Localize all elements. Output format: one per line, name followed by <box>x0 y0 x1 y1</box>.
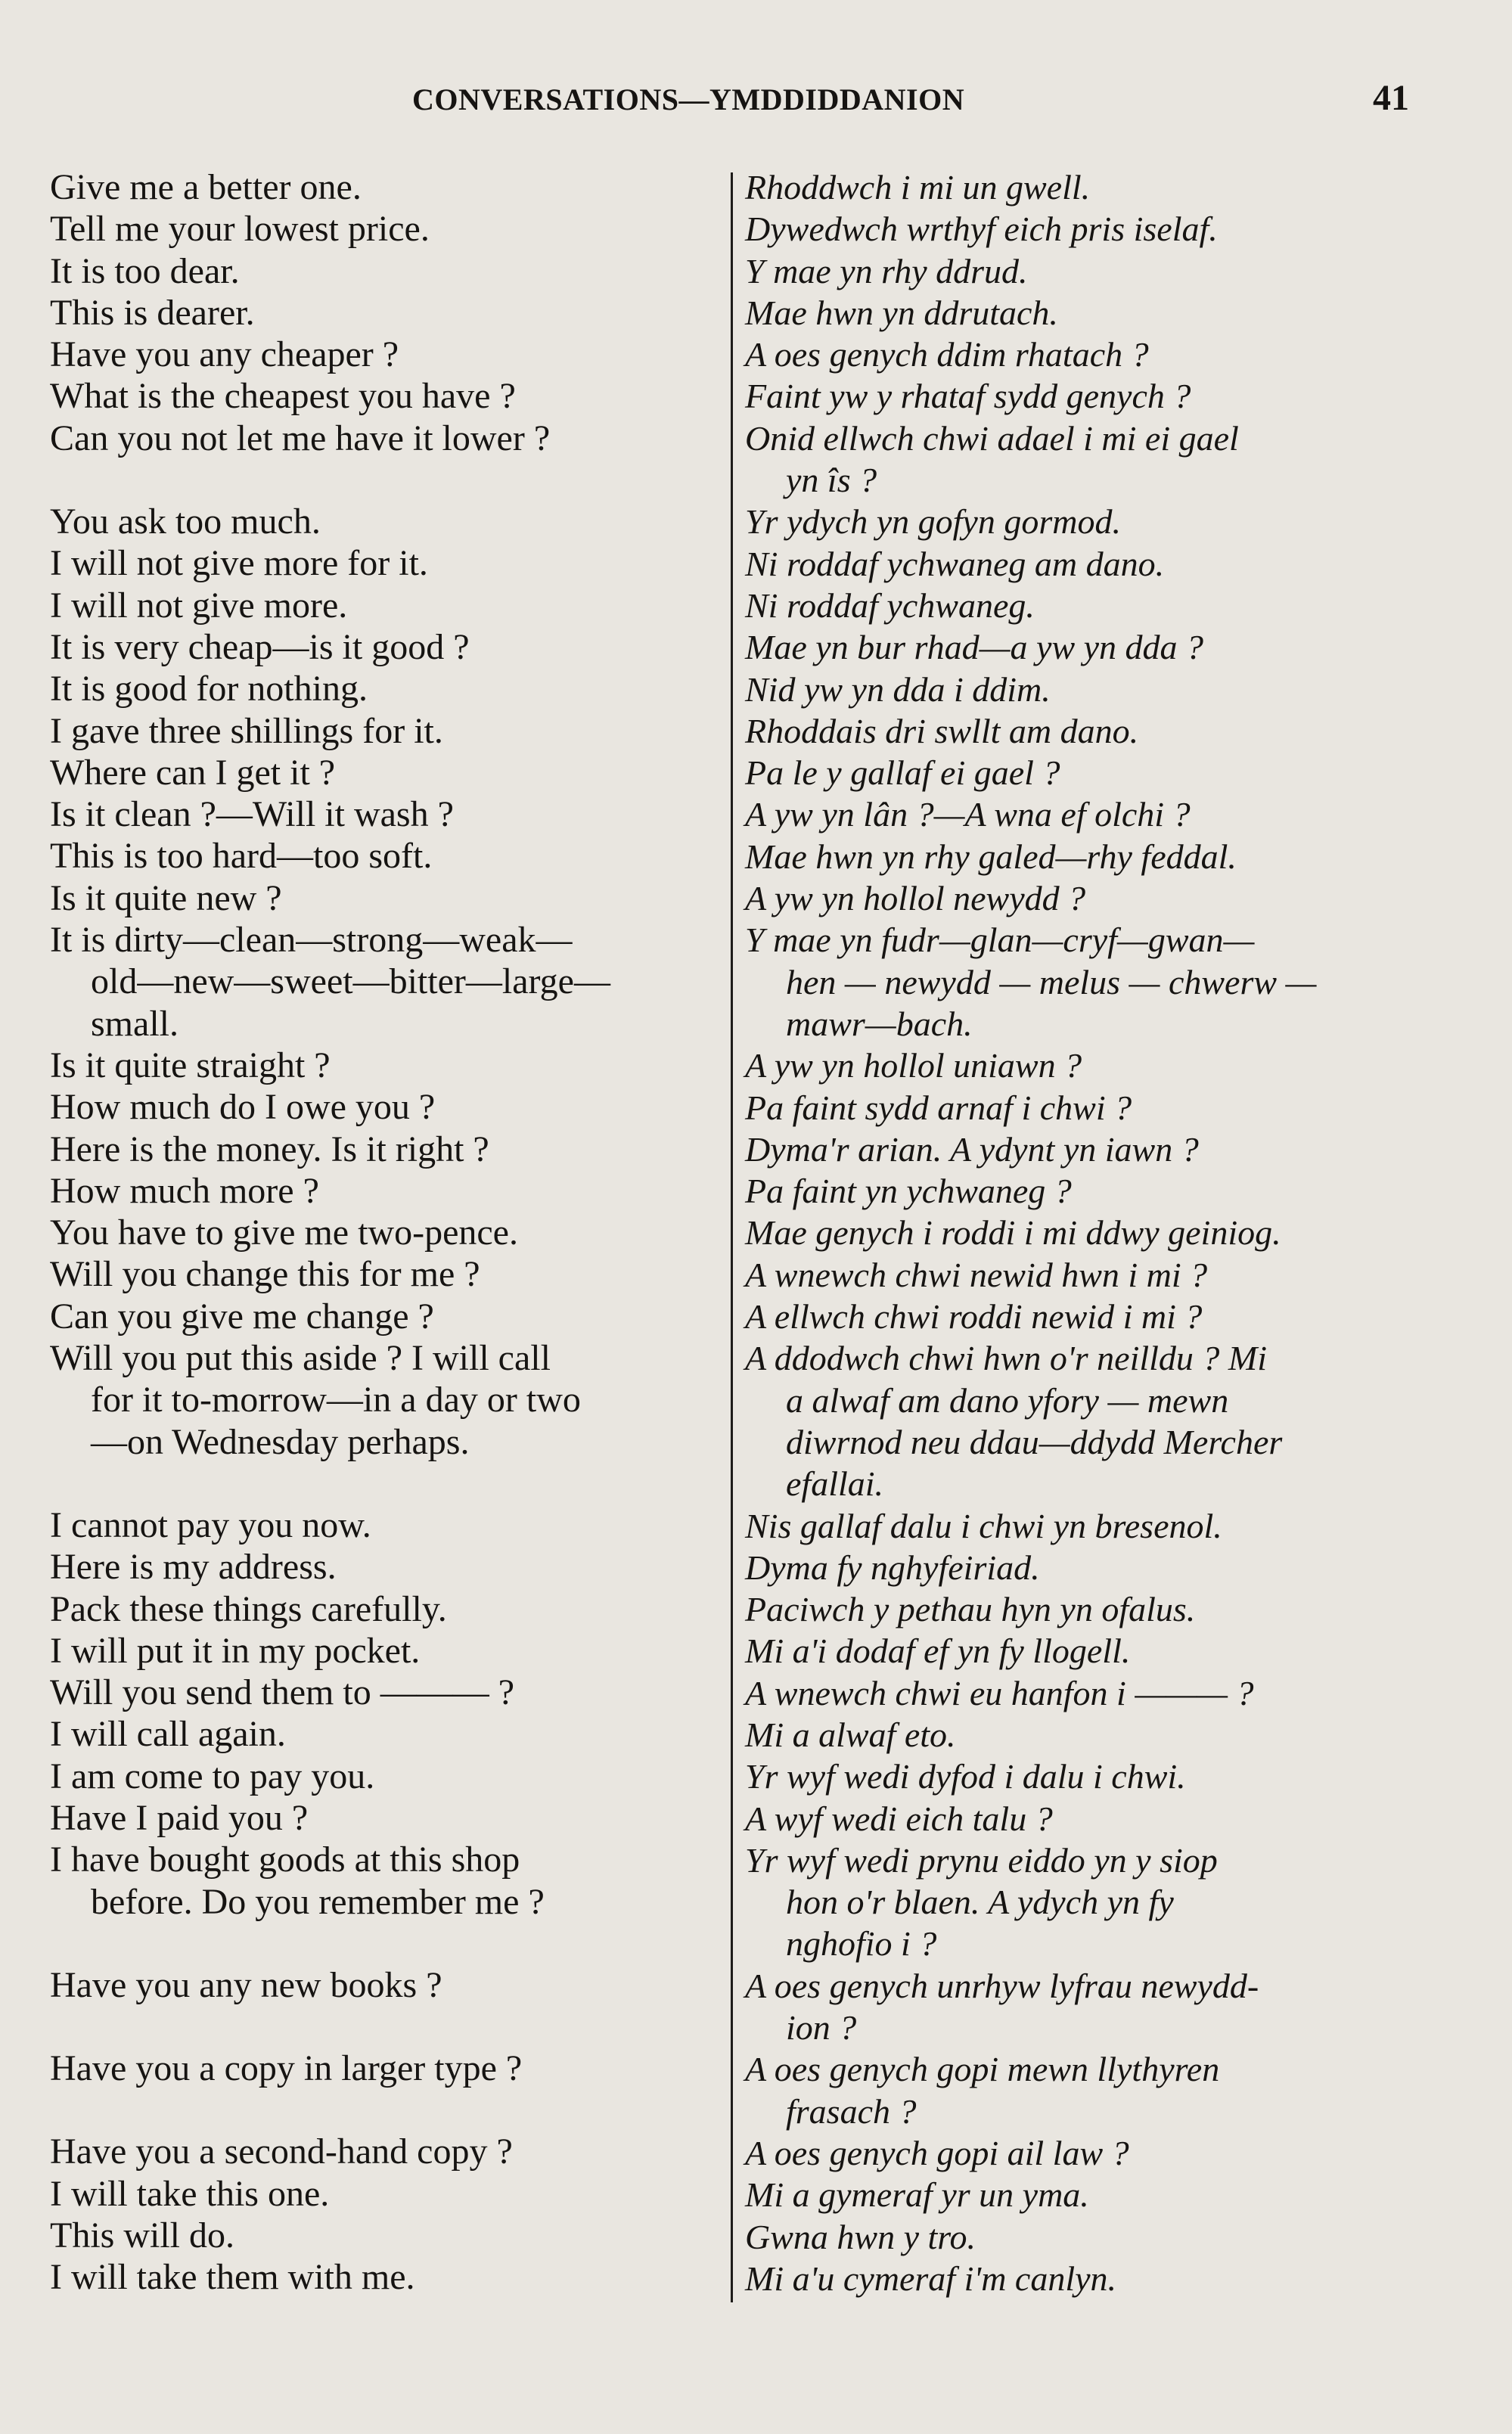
english-line: Give me a better one. <box>50 167 362 207</box>
english-line: I will take them with me. <box>50 2257 415 2298</box>
english-line: Have you a second-hand copy ? <box>50 2131 513 2172</box>
welsh-line: Y mae yn fudr—glan—cryf—gwan— <box>745 921 1255 960</box>
english-block-4 <box>50 1964 734 2006</box>
english-column <box>50 166 734 2340</box>
welsh-line: A wyf wedi eich talu ? <box>745 1799 1053 1838</box>
english-line: Can you give me change ? <box>50 1296 434 1337</box>
welsh-line: yn îs ? <box>786 461 877 500</box>
welsh-line: Rhoddwch i mi un gwell. <box>745 168 1091 206</box>
welsh-column <box>745 166 1426 2299</box>
english-line: I gave three shillings for it. <box>50 710 443 751</box>
welsh-line: A wnewch chwi eu hanfon i ——— ? <box>745 1673 1254 1712</box>
welsh-line: Faint yw y rhataf sydd genych ? <box>745 377 1191 416</box>
english-line: You ask too much. <box>50 501 321 542</box>
english-line: Have you any new books ? <box>50 1964 442 2005</box>
page-number: 41 <box>1373 78 1409 118</box>
english-line: How much do I owe you ? <box>50 1087 436 1128</box>
english-line: I will take this one. <box>50 2173 330 2214</box>
english-block-6 <box>50 2131 734 2298</box>
welsh-line: diwrnod neu ddau—ddydd Mercher <box>786 1422 1283 1461</box>
english-line: This is dearer. <box>50 292 255 333</box>
english-line: Where can I get it ? <box>50 752 336 793</box>
welsh-line: A yw yn hollol uniawn ? <box>745 1046 1082 1085</box>
welsh-line: Paciwch y pethau hyn yn ofalus. <box>745 1590 1196 1629</box>
welsh-line: Gwna hwn y tro. <box>745 2217 976 2256</box>
english-line: Have you a copy in larger type ? <box>50 2048 523 2089</box>
welsh-line: Mi a gymeraf yr un yma. <box>745 2175 1089 2215</box>
english-line: Will you change this for me ? <box>50 1254 480 1295</box>
welsh-line: mawr—bach. <box>786 1004 973 1043</box>
english-line: for it to-morrow—in a day or two <box>91 1380 581 1420</box>
welsh-line: Dywedwch wrthyf eich pris iselaf. <box>745 210 1218 249</box>
english-line: This will do. <box>50 2215 235 2256</box>
welsh-line: Yr wyf wedi dyfod i dalu i chwi. <box>745 1757 1186 1796</box>
welsh-line: Mi a alwaf eto. <box>745 1715 956 1754</box>
welsh-line: nghofio i ? <box>786 1924 937 1964</box>
welsh-line: Mi a'i dodaf ef yn fy llogell. <box>745 1631 1131 1671</box>
welsh-line: Pa le y gallaf ei gael ? <box>745 753 1060 793</box>
welsh-line: Mae hwn yn rhy galed—rhy feddal. <box>745 837 1237 876</box>
running-header <box>0 78 1512 127</box>
english-line: Here is my address. <box>50 1547 337 1588</box>
english-line: Is it quite straight ? <box>50 1045 331 1085</box>
english-line: Have you any cheaper ? <box>50 334 399 375</box>
english-line: before. Do you remember me ? <box>91 1881 545 1922</box>
english-line: I have bought goods at this shop <box>50 1839 520 1880</box>
welsh-line: A oes genych unrhyw lyfrau newydd- <box>745 1966 1259 2005</box>
english-line: —on Wednesday perhaps. <box>91 1421 470 1462</box>
welsh-line: ion ? <box>786 2008 857 2047</box>
english-line: It is good for nothing. <box>50 669 368 709</box>
english-line: small. <box>91 1003 179 1044</box>
english-line: I am come to pay you. <box>50 1756 375 1796</box>
english-line: I will not give more for it. <box>50 543 428 584</box>
welsh-line: hen — newydd — melus — chwerw — <box>786 962 1317 1001</box>
welsh-line: A oes genych ddim rhatach ? <box>745 335 1149 374</box>
english-block-5 <box>50 2047 734 2089</box>
english-block-2 <box>50 501 734 1463</box>
english-block-1 <box>50 166 734 459</box>
welsh-line: Nid yw yn dda i ddim. <box>745 669 1051 709</box>
english-line: I will call again. <box>50 1714 286 1755</box>
english-line: Is it quite new ? <box>50 877 282 918</box>
english-line: It is dirty—clean—strong—weak— <box>50 920 573 961</box>
welsh-line: A oes genych gopi ail law ? <box>745 2133 1129 2172</box>
welsh-line: A ddodwch chwi hwn o'r neilldu ? Mi <box>745 1339 1268 1378</box>
english-line: Have I paid you ? <box>50 1797 309 1838</box>
welsh-line: A oes genych gopi mewn llythyren <box>745 2050 1220 2089</box>
english-line: Tell me your lowest price. <box>50 209 430 250</box>
english-line: old—new—sweet—bitter—large— <box>91 961 610 1002</box>
english-line: Is it clean ?—Will it wash ? <box>50 794 454 835</box>
welsh-line: Yr ydych yn gofyn gormod. <box>745 502 1121 542</box>
welsh-line: Pa faint yn ychwaneg ? <box>745 1172 1072 1211</box>
welsh-line: Ni roddaf ychwaneg am dano. <box>745 544 1165 583</box>
welsh-line: A yw yn hollol newydd ? <box>745 879 1086 918</box>
english-line: Will you put this aside ? I will call <box>50 1338 551 1379</box>
welsh-line: Rhoddais dri swllt am dano. <box>745 711 1139 750</box>
english-line: What is the cheapest you have ? <box>50 376 516 417</box>
welsh-line: Onid ellwch chwi adael i mi ei gael <box>745 418 1239 458</box>
welsh-line: Mae hwn yn ddrutach. <box>745 293 1058 332</box>
english-line: This is too hard—too soft. <box>50 836 433 877</box>
english-block-3 <box>50 1504 734 1923</box>
english-line: Here is the money. Is it right ? <box>50 1129 489 1169</box>
english-line: It is too dear. <box>50 250 240 291</box>
welsh-line: frasach ? <box>786 2091 917 2131</box>
english-line: Can you not let me have it lower ? <box>50 418 551 458</box>
welsh-line: Dyma'r arian. A ydynt yn iawn ? <box>745 1129 1199 1169</box>
english-line: Will you send them to ——— ? <box>50 1672 514 1713</box>
english-line: I cannot pay you now. <box>50 1504 371 1545</box>
running-title: CONVERSATIONS—YMDDIDDANION <box>412 82 965 116</box>
english-line: You have to give me two-pence. <box>50 1212 518 1253</box>
welsh-line: Mi a'u cymeraf i'm canlyn. <box>745 2259 1117 2298</box>
welsh-line: hon o'r blaen. A ydych yn fy <box>786 1883 1174 1922</box>
welsh-line: Nis gallaf dalu i chwi yn bresenol. <box>745 1506 1222 1545</box>
welsh-line: a alwaf am dano yfory — mewn <box>786 1380 1229 1420</box>
welsh-line: A ellwch chwi roddi newid i mi ? <box>745 1297 1203 1337</box>
welsh-line: efallai. <box>786 1464 884 1504</box>
english-line: Pack these things carefully. <box>50 1588 447 1629</box>
english-line: I will put it in my pocket. <box>50 1630 421 1671</box>
english-line: How much more ? <box>50 1170 319 1211</box>
english-line: I will not give more. <box>50 585 348 626</box>
welsh-line: A yw yn lân ?—A wna ef olchi ? <box>745 795 1191 834</box>
welsh-line: Y mae yn rhy ddrud. <box>745 251 1028 290</box>
english-line: It is very cheap—is it good ? <box>50 626 470 667</box>
welsh-line: Mae yn bur rhad—a yw yn dda ? <box>745 628 1204 667</box>
welsh-line: Yr wyf wedi prynu eiddo yn y siop <box>745 1840 1218 1880</box>
welsh-line: A wnewch chwi newid hwn i mi ? <box>745 1255 1208 1294</box>
welsh-line: Pa faint sydd arnaf i chwi ? <box>745 1088 1132 1127</box>
welsh-line: Dyma fy nghyfeiriad. <box>745 1548 1040 1587</box>
welsh-line: Mae genych i roddi i mi ddwy geiniog. <box>745 1213 1281 1253</box>
welsh-line: Ni roddaf ychwaneg. <box>745 585 1035 625</box>
